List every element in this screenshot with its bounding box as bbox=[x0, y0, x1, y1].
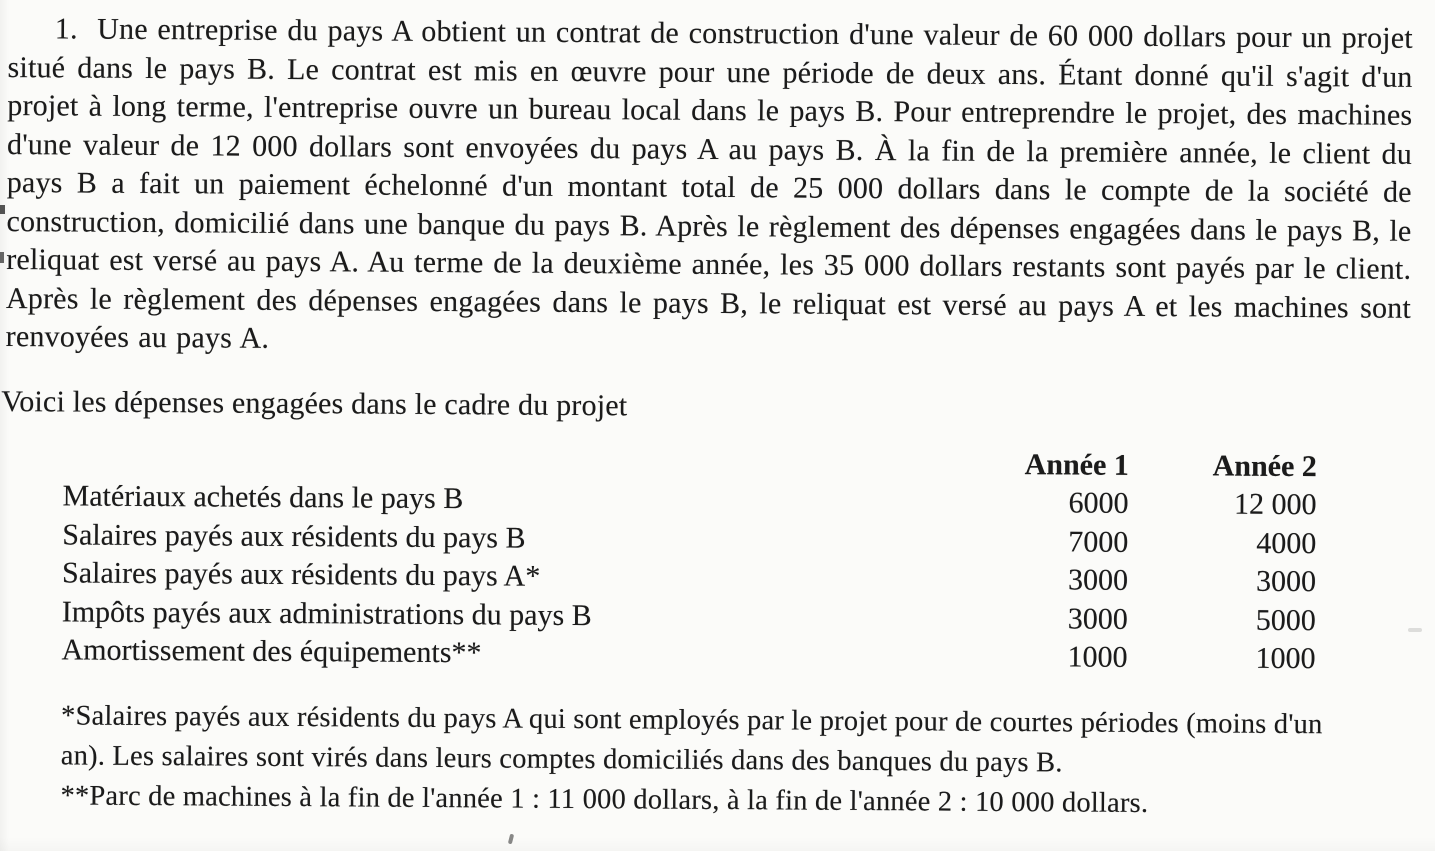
column-header-annee-2: Année 2 bbox=[1212, 448, 1317, 483]
footnote-parc-machines: **Parc de machines à la fin de l'année 1 : 11 000 dollars, à la fin de l'année 2 : 10 000 dollars. bbox=[60, 779, 1149, 819]
expenses-intro-line: Voici les dépenses engagées dans le cadre du projet bbox=[1, 384, 628, 422]
row-value-annee1: 6000 bbox=[1068, 486, 1129, 520]
row-value-annee1: 1000 bbox=[1067, 640, 1128, 674]
row-value-annee2: 3000 bbox=[1255, 564, 1317, 599]
row-label-salaires-pays-a: Salaires payés aux résidents du pays A* bbox=[61, 556, 541, 593]
footnote-salaires: *Salaires payés aux résidents du pays A qui sont employés par le projet pour de courtes périodes (moins d'un an). Les salaires sont virés dans leurs comptes domiciliés dans des banques du pays B. bbox=[60, 699, 1323, 778]
row-value-annee1: 7000 bbox=[1068, 524, 1129, 559]
problem-statement-paragraph: 1. Une entreprise du pays A obtient un contrat de construction d'une valeur de 60 000 dollars pour un projet situé dans le pays B. Le contrat est mis en œuvre pour une période de deux ans. Étant donné qu'il s'agit d'un projet à long terme, l'entreprise ouvre un bureau local dans le pays B. Pour entreprendre le projet, des machines d'une valeur de 12 000 dollars sont envoyées du pays A au pays B. À la fin de la première année, le client du pays B a fait un paiement échelonné d'un montant total de 25 000 dollars dans le compte de la société de construction, domicilié dans une banque du pays B. Après le règlement des dépenses engagées dans le pays B, le reliquat est versé au pays A. Au terme de la deuxième année, les 35 000 dollars restants sont payés par le client. Après le règlement des dépenses engagées dans le pays B, le reliquat est versé au pays A et les machines sont renvoyées au pays A. bbox=[5, 12, 1413, 355]
row-value-annee2: 5000 bbox=[1255, 603, 1316, 637]
row-value-annee2: 1000 bbox=[1255, 641, 1316, 676]
scan-artifact bbox=[0, 205, 5, 214]
document-content bbox=[2, 10, 1413, 825]
row-value-annee2: 12 000 bbox=[1233, 487, 1317, 522]
row-value-annee1: 3000 bbox=[1067, 563, 1129, 597]
row-label-materiaux: Matériaux achetés dans le pays B bbox=[62, 479, 464, 516]
column-header-annee-1: Année 1 bbox=[1024, 447, 1129, 482]
row-label-amortissement: Amortissement des équipements** bbox=[61, 633, 482, 670]
scan-artifact bbox=[0, 252, 4, 263]
row-value-annee2: 4000 bbox=[1256, 526, 1317, 560]
row-label-salaires-pays-b: Salaires payés aux résidents du pays B bbox=[62, 517, 526, 555]
scan-artifact bbox=[508, 834, 514, 845]
row-value-annee1: 3000 bbox=[1067, 601, 1128, 636]
row-label-impots: Impôts payés aux administrations du pays B bbox=[61, 594, 592, 632]
table-row bbox=[61, 631, 1315, 678]
footnotes-block bbox=[60, 696, 1348, 825]
scan-artifact bbox=[1408, 628, 1422, 632]
expenses-table bbox=[61, 439, 1317, 679]
